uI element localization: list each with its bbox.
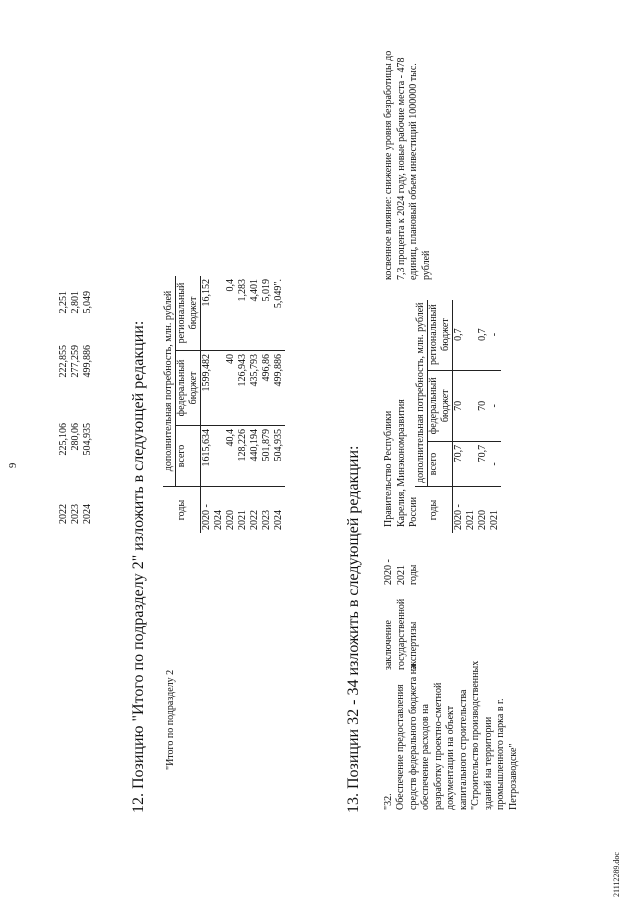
total-cell: 501,879 (261, 426, 273, 487)
total-cell: 70,7 (453, 441, 478, 486)
table-row (477, 300, 489, 533)
regional-cell: - (489, 300, 501, 371)
subsection-total-label: "Итого по подразделу 2 (165, 669, 176, 770)
effect-description: косвенное влияние: снижение уровня безработицы до 7,3 процента к 2024 году, новые рабочие места - 478 единиц, плановый объем инвестиций 1000000 тыс. рублей (383, 50, 432, 280)
year-cell: 2021 (237, 510, 248, 530)
item-description: Обеспечение предоставления средств федерального бюджета на обеспечение расходов на разработку проектно-сметной документации на объект капитального строительства "Строительство производственных зданий на территории промышленного парка в г. Петрозаводске" (395, 660, 519, 810)
page-number: 9 (8, 462, 19, 468)
federal-cell: 277,259 (70, 345, 81, 378)
regional-cell: 0,7 (477, 300, 489, 371)
federal-cell: 70 (477, 370, 489, 441)
regional-cell: 4,401 (249, 276, 261, 351)
table-row (261, 276, 273, 533)
section-12-heading: 12. Позицию "Итого по подразделу 2" изложить в следующей редакции: (130, 320, 147, 813)
regional-cell: 16,152 (201, 276, 226, 351)
regional-cell: 5,049". (273, 276, 285, 351)
federal-cell: - (489, 370, 501, 441)
regional-cell: 5,049 (82, 291, 93, 314)
table-row (70, 288, 82, 527)
total-cell: 504,935 (82, 423, 93, 456)
years-header: годы (175, 499, 187, 521)
total-cell: 1615,634 (201, 426, 226, 487)
group-header: дополнительная потребность, млн. рублей (163, 276, 176, 487)
table-row (489, 300, 501, 533)
total-cell: 440,194 (249, 426, 261, 487)
federal-cell: 496,86 (261, 351, 273, 426)
federal-header: федеральный бюджет (428, 370, 453, 441)
year-cell: 2020 (477, 510, 488, 530)
section-12-table (163, 276, 285, 533)
year-cell: 2024 (82, 504, 93, 524)
regional-header: региональный бюджет (176, 276, 201, 351)
year-cell: 2020 (225, 510, 236, 530)
table-row (453, 300, 478, 533)
total-header: всего (176, 426, 201, 487)
total-cell: 128,226 (237, 426, 249, 487)
federal-cell: 435,793 (249, 351, 261, 426)
year-cell: 2024 (273, 510, 284, 530)
year-cell: 2021 (489, 510, 500, 530)
years-header: годы (427, 499, 439, 521)
year-cell: 2022 (58, 504, 69, 524)
year-cell: 2020 - 2021 (453, 487, 478, 534)
federal-header: федеральный бюджет (176, 351, 201, 426)
total-cell: - (489, 441, 501, 486)
federal-cell: 126,943 (237, 351, 249, 426)
federal-cell: 70 (453, 370, 478, 441)
total-cell: 225,106 (58, 423, 69, 456)
year-cell: 2023 (261, 510, 272, 530)
year-cell: 2022 (249, 510, 260, 530)
regional-cell: 0,4 (225, 276, 237, 351)
group-header: дополнительная потребность, млн. рублей (415, 300, 428, 487)
item-period: 2020 - 2021 годы (383, 559, 419, 585)
total-cell: 504,935 (273, 426, 285, 487)
regional-header: региональный бюджет (428, 300, 453, 371)
federal-cell: 499,886 (82, 345, 93, 378)
federal-cell: 1599,482 (201, 351, 226, 426)
total-cell: 40,4 (225, 426, 237, 487)
regional-cell: 0,7 (453, 300, 478, 371)
item-executor: Правительство Республики Карелия, Минэкономразвития России (383, 399, 419, 527)
regional-cell: 1,283 (237, 276, 249, 351)
total-header: всего (428, 441, 453, 486)
regional-cell: 5,019 (261, 276, 273, 351)
table-row (82, 288, 94, 527)
table-row (273, 276, 285, 533)
total-cell: 70,7 (477, 441, 489, 486)
table-row (201, 276, 226, 533)
item-result: заключение государственной экспертизы (383, 598, 419, 670)
top-table (58, 288, 94, 527)
federal-cell: 222,855 (58, 345, 69, 378)
table-row (58, 288, 70, 527)
section-13-heading: 13. Позиции 32 - 34 изложить в следующей редакции: (345, 445, 362, 813)
table-row (249, 276, 261, 533)
table-row (237, 276, 249, 533)
federal-cell: 40 (225, 351, 237, 426)
year-cell: 2020 - 2024 (201, 487, 226, 534)
item-number: "32. (383, 793, 394, 810)
document-code: 21112289.doc (612, 852, 621, 897)
section-13-table (415, 300, 501, 533)
total-cell: 280,06 (70, 423, 81, 451)
regional-cell: 2,251 (58, 291, 69, 314)
regional-cell: 2,801 (70, 291, 81, 314)
year-cell: 2023 (70, 504, 81, 524)
federal-cell: 499,886 (273, 351, 285, 426)
table-row (225, 276, 237, 533)
